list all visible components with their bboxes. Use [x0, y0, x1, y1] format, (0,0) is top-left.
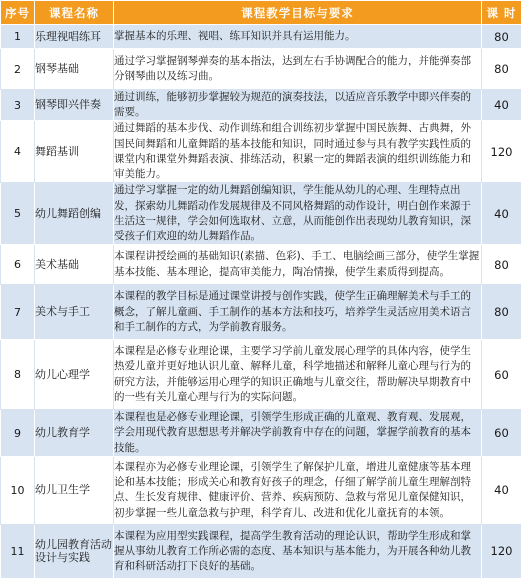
course-name: 幼儿教育学: [35, 410, 114, 457]
table-row: [1, 410, 521, 457]
course-description: 本课程也是必修专业理论课，引领学生形成正确的儿童观、教育观、发展观，学会用现代教育思想思考并解决学前教育中存在的问题，掌握学前教育的基本技能。: [114, 410, 482, 457]
course-description: 本课程亦为必修专业理论课，引领学生了解保护儿童，增进儿童健康等基本理论和基本技能；形成关心和教育好孩子的理念，仔细了解学前儿童生理解剖特点、生长发育规律、健康评价、营养、疾病预防、急救与常见儿童保健知识，初步掌握一些儿童急救与护理，科学育儿、改进和优化儿童抚育的本领。: [114, 456, 482, 524]
course-description: 本课程为应用型实践课程，提高学生教育活动的理论认识，帮助学生形成和掌握从事幼儿教育工作所必需的态度、基本知识与基本能力，为开展各种幼儿教育和科研活动打下良好的基础。: [114, 524, 482, 578]
row-number: 9: [1, 410, 35, 457]
course-name: 幼儿园教育活动设计与实践: [35, 524, 114, 578]
row-number: 5: [1, 183, 35, 245]
course-name: 舞蹈基训: [35, 121, 114, 183]
course-name: 钢琴即兴伴奏: [35, 90, 114, 121]
course-description: 本课程是必修专业理论课，主要学习学前儿童发展心理学的具体内容，使学生热爱儿童并更好地认识儿童、解释儿童，科学地描述和解释儿童心理与行为的研究方法，并能够运用心理学的知识正确地与儿童交往，帮助解决早期教育中的一些有关儿童心理与行为的实际问题。: [114, 340, 482, 410]
course-name: 幼儿卫生学: [35, 456, 114, 524]
row-number: 4: [1, 121, 35, 183]
course-name: 幼儿心理学: [35, 340, 114, 410]
course-name: 乐理视唱练耳: [35, 25, 114, 49]
table-row: [1, 285, 521, 340]
table-row: [1, 90, 521, 121]
table-row: [1, 183, 521, 245]
course-hours: 60: [482, 340, 521, 410]
table-row: [1, 49, 521, 90]
course-description: 掌握基本的乐理、视唱、练耳知识并具有运用能力。: [114, 25, 482, 49]
row-number: 8: [1, 340, 35, 410]
header-row: [1, 1, 521, 25]
table-row: [1, 25, 521, 49]
row-number: 7: [1, 285, 35, 340]
table-row: [1, 340, 521, 410]
course-description: 通过学习掌握钢琴弹奏的基本指法，达到左右手协调配合的能力，并能弹奏部分钢琴曲以及练习曲。: [114, 49, 482, 90]
course-hours: 120: [482, 121, 521, 183]
course-name: 钢琴基础: [35, 49, 114, 90]
course-hours: 40: [482, 183, 521, 245]
course-description: 本课程讲授绘画的基础知识(素描、色彩)、手工、电脑绘画三部分，使学生掌握基本技能、基本理论，提高审美能力，陶冶情操，使学生素质得到提高。: [114, 245, 482, 285]
course-hours: 40: [482, 456, 521, 524]
course-hours: 60: [482, 410, 521, 457]
course-name: 幼儿舞蹈创编: [35, 183, 114, 245]
course-hours: 80: [482, 245, 521, 285]
row-number: 2: [1, 49, 35, 90]
course-description: 通过舞蹈的基本步伐、动作训练和组合训练初步掌握中国民族舞、古典舞，外国民间舞蹈和儿童舞蹈的基本技能和知识，同时通过参与具有教学实践性质的课堂内和课堂外舞蹈表演、排练活动，积累一定的舞蹈表演的组织训练能力和审美能力。: [114, 121, 482, 183]
table-row: [1, 245, 521, 285]
header-desc: 课程教学目标与要求: [114, 1, 482, 25]
row-number: 11: [1, 524, 35, 578]
row-number: 1: [1, 25, 35, 49]
course-hours: 80: [482, 25, 521, 49]
table-row: [1, 121, 521, 183]
header-name: 课程名称: [35, 1, 114, 25]
table-row: [1, 524, 521, 578]
header-hours: 课 时: [482, 1, 521, 25]
course-hours: 120: [482, 524, 521, 578]
row-number: 6: [1, 245, 35, 285]
course-description: 本课程的教学目标是通过课堂讲授与创作实践，使学生正确理解美术与手工的概念，了解儿童画、手工制作的基本方法和技巧，培养学生灵活应用美术语言和手工制作的方式，为学前教育服务。: [114, 285, 482, 340]
course-hours: 40: [482, 90, 521, 121]
course-description: 通过训练，能够初步掌握较为规范的演奏技法，以适应音乐教学中即兴伴奏的需要。: [114, 90, 482, 121]
course-description: 通过学习掌握一定的幼儿舞蹈创编知识，学生能从幼儿的心理、生理特点出发，探索幼儿舞蹈动作发展规律及不同风格舞蹈的动作设计，明白创作来源于生活这一规律，学会如何选取材、立意，从而能创作出表现幼儿教育知识，深受孩子们欢迎的幼儿舞蹈作品。: [114, 183, 482, 245]
header-no: 序号: [1, 1, 35, 25]
table-row: [1, 456, 521, 524]
course-name: 美术基础: [35, 245, 114, 285]
course-hours: 80: [482, 49, 521, 90]
row-number: 3: [1, 90, 35, 121]
course-hours: 80: [482, 285, 521, 340]
course-name: 美术与手工: [35, 285, 114, 340]
row-number: 10: [1, 456, 35, 524]
